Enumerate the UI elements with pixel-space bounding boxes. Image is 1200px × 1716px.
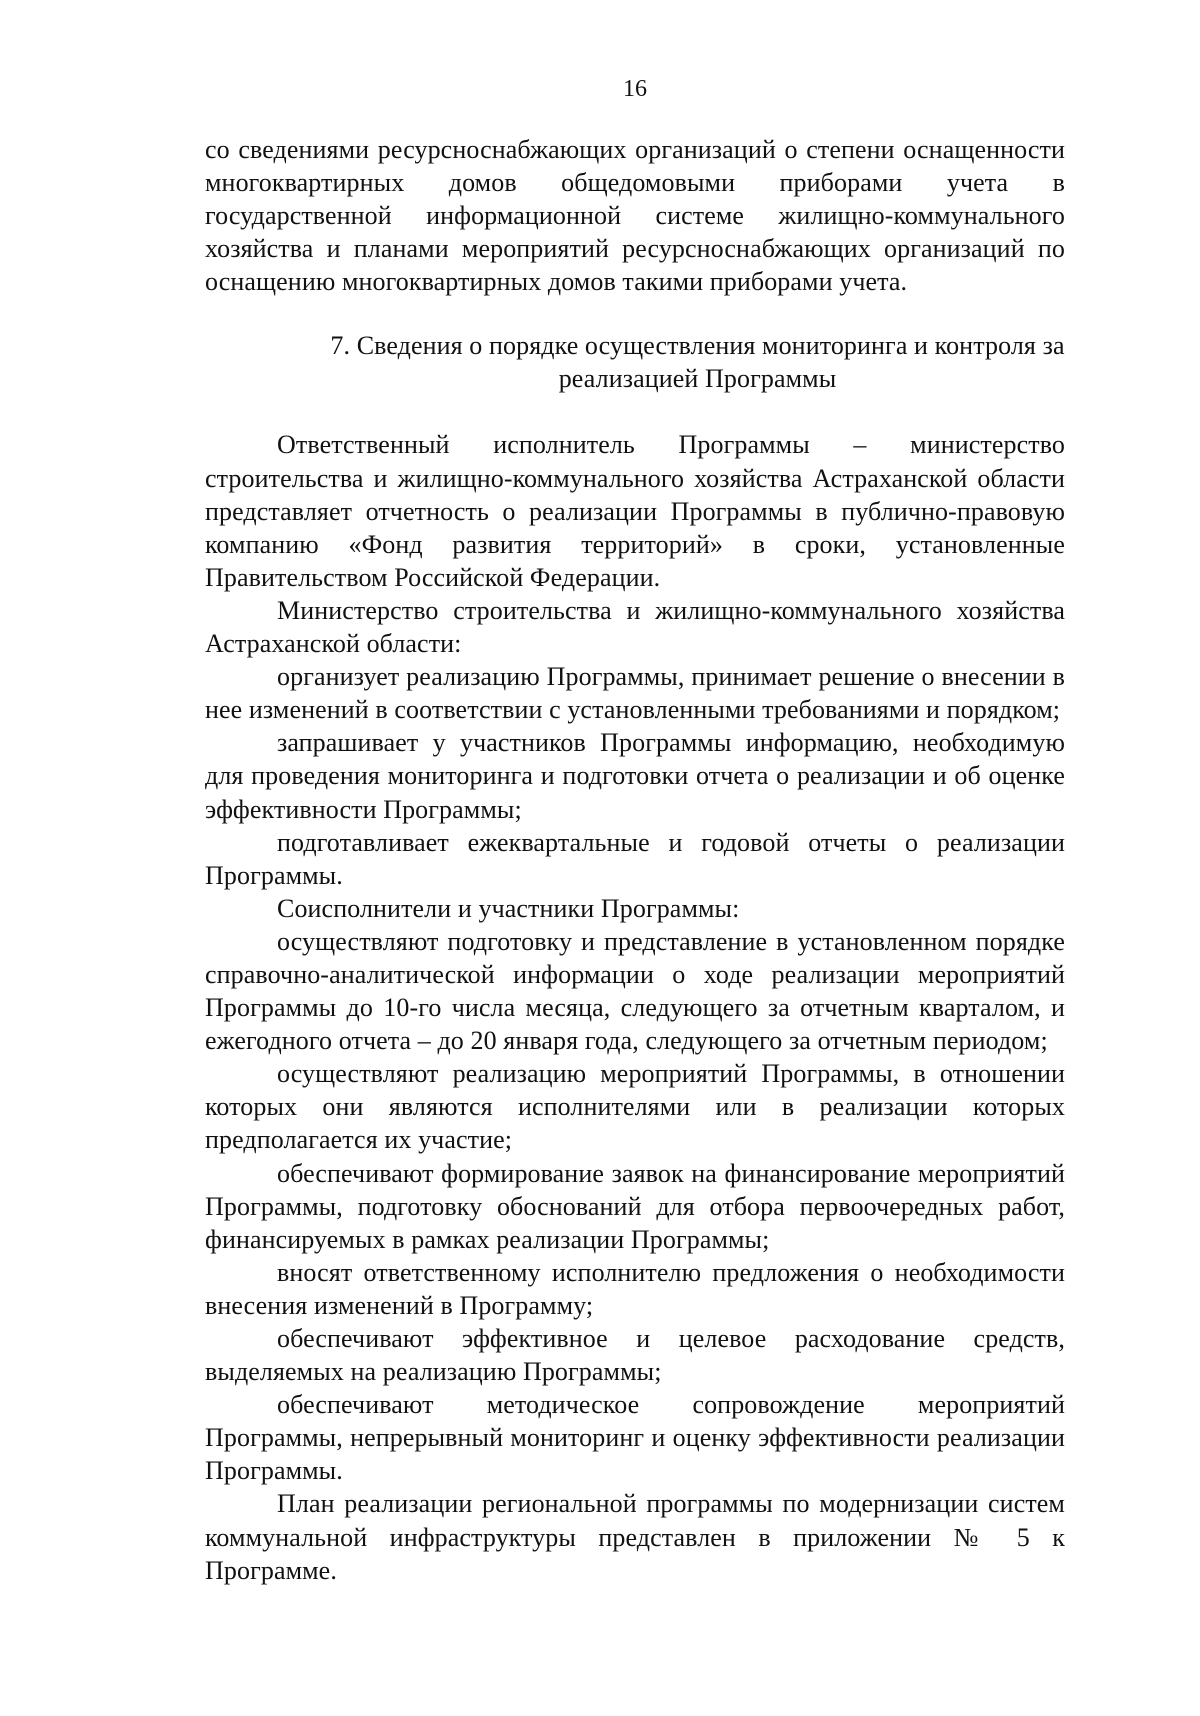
paragraph-plan-appendix: План реализации региональной программы по модернизации систем коммунальной инфраструктуры представлен в приложении № 5 к Программе. xyxy=(205,1489,1065,1585)
paragraph-requests: запрашивает у участников Программы информацию, необходимую для проведения мониторинга и подготовки отчета о реализации и об оценке эффективности Программы; xyxy=(205,728,1065,824)
intro-paragraph: со сведениями ресурсноснабжающих организаций о степени оснащенности многоквартирных домов общедомовыми приборами учета в государственной информационной системе жилищно-коммунального хозяйства и планами мероприятий ресурсноснабжающих организаций по оснащению многоквартирных домов такими приборами учета. xyxy=(205,135,1065,297)
section-heading-line-1: 7. Сведения о порядке осуществления мониторинга и контроля за xyxy=(330,331,1065,361)
paragraph-organizes: организует реализацию Программы, принимает решение о внесении в нее изменений в соответствии с установленными требованиями и порядком; xyxy=(205,662,1065,725)
paragraph-prepare-info: осуществляют подготовку и представление в установленном порядке справочно-аналитической информации о ходе реализации мероприятий Программы до 10-го числа месяца, следующего за отчетным кварталом, и ежегодного отчета – до 20 января года, следующего за отчетным периодом; xyxy=(205,926,1065,1056)
page-number: 16 xyxy=(623,76,647,102)
paragraph-methodical-support: обеспечивают методическое сопровождение мероприятий Программы, непрерывный мониторинг и оценку эффективности реализации Программы. xyxy=(205,1390,1065,1486)
paragraph-funding-requests: обеспечивают формирование заявок на финансирование мероприятий Программы, подготовку обоснований для отбора первоочередных работ, финансируемых в рамках реализации Программы; xyxy=(205,1158,1065,1254)
paragraph-spending: обеспечивают эффективное и целевое расходование средств, выделяемых на реализацию Программы; xyxy=(205,1324,1065,1387)
paragraph-prepares-reports: подготавливает ежеквартальные и годовой отчеты о реализации Программы. xyxy=(205,827,1065,890)
paragraph-coexecutors-intro: Соисполнители и участники Программы: xyxy=(277,893,740,923)
section-heading-line-2: реализацией Программы xyxy=(558,364,837,394)
paragraph-propose-changes: вносят ответственному исполнителю предложения о необходимости внесения изменений в Программу; xyxy=(205,1257,1065,1320)
paragraph-responsible-executor: Ответственный исполнитель Программы – министерство строительства и жилищно-коммунального хозяйства Астраханской области представляет отчетность о реализации Программы в публично-правовую компанию «Фонд развития территорий» в сроки, установленные Правительством Российской Федерации. xyxy=(205,430,1065,592)
document-body xyxy=(205,133,1065,1587)
paragraph-ministry-intro: Министерство строительства и жилищно-коммунального хозяйства Астраханской области: xyxy=(205,595,1065,659)
section-heading xyxy=(205,329,1065,395)
paragraph-implement-measures: осуществляют реализацию мероприятий Программы, в отношении которых они являются исполнителями или в реализации которых предполагается их участие; xyxy=(205,1059,1065,1155)
